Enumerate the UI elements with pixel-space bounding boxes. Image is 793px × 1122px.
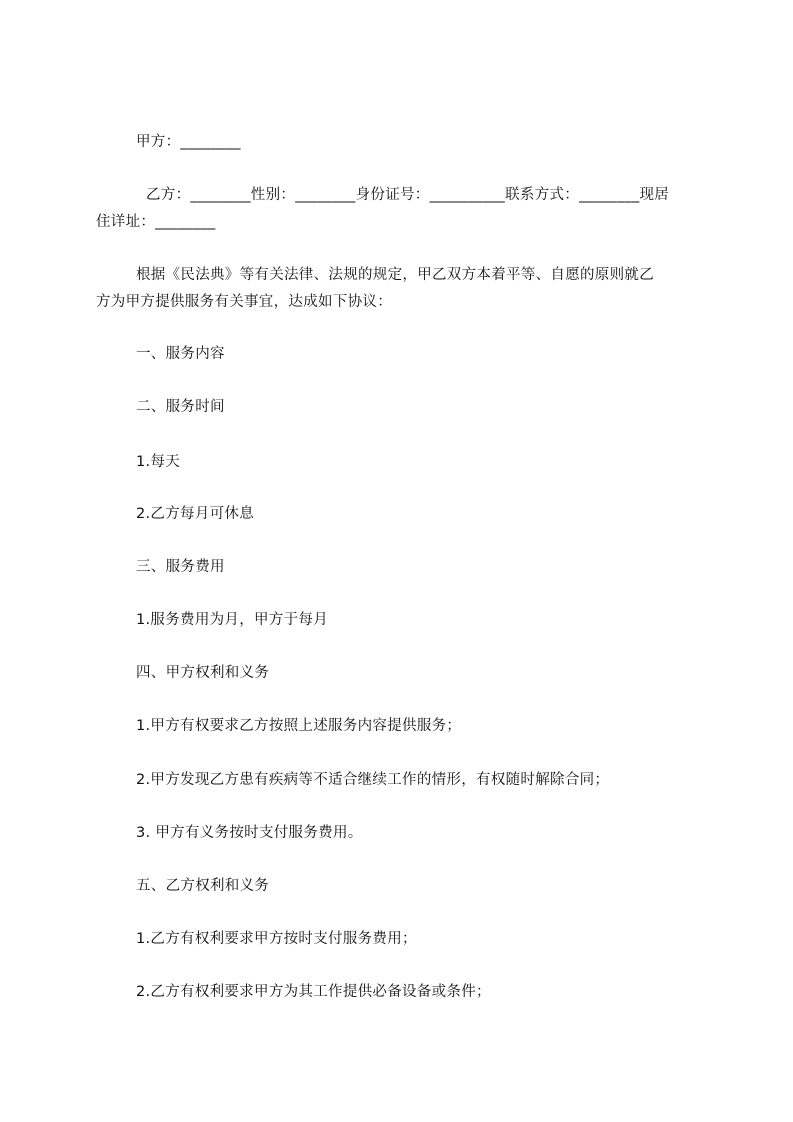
- section-4-heading: 四、甲方权利和义务: [136, 665, 270, 681]
- section-4-item-1: 1.甲方有权要求乙方按照上述服务内容提供服务；: [136, 718, 462, 734]
- section-3-item-1: 1.服务费用为月，甲方于每月: [136, 612, 329, 628]
- party-a-line: 甲方：________: [136, 134, 241, 150]
- section-5-item-2: 2.乙方有权利要求甲方为其工作提供必备设备或条件；: [136, 984, 491, 1000]
- party-b-line-2: 住详址：________: [96, 214, 216, 230]
- section-1-heading: 一、服务内容: [136, 346, 225, 362]
- section-3-heading: 三、服务费用: [136, 559, 225, 575]
- section-2-item-2: 2.乙方每月可休息: [136, 506, 255, 522]
- preamble-line-2: 方为甲方提供服务有关事宜，达成如下协议：: [96, 294, 392, 310]
- section-4-item-2: 2.甲方发现乙方患有疾病等不适合继续工作的情形，有权随时解除合同；: [136, 772, 610, 788]
- preamble-line-1: 根据《民法典》等有关法律、法规的规定，甲乙双方本着平等、自愿的原则就乙: [136, 267, 654, 283]
- section-2-heading: 二、服务时间: [136, 399, 225, 415]
- section-2-item-1: 1.每天: [136, 454, 181, 470]
- section-5-heading: 五、乙方权利和义务: [136, 878, 270, 894]
- section-5-item-1: 1.乙方有权利要求甲方按时支付服务费用；: [136, 931, 417, 947]
- party-b-line-1: 乙方：________性别：________身份证号：__________联系方式：________现居: [146, 187, 670, 203]
- section-4-item-3: 3. 甲方有义务按时支付服务费用。: [136, 825, 363, 841]
